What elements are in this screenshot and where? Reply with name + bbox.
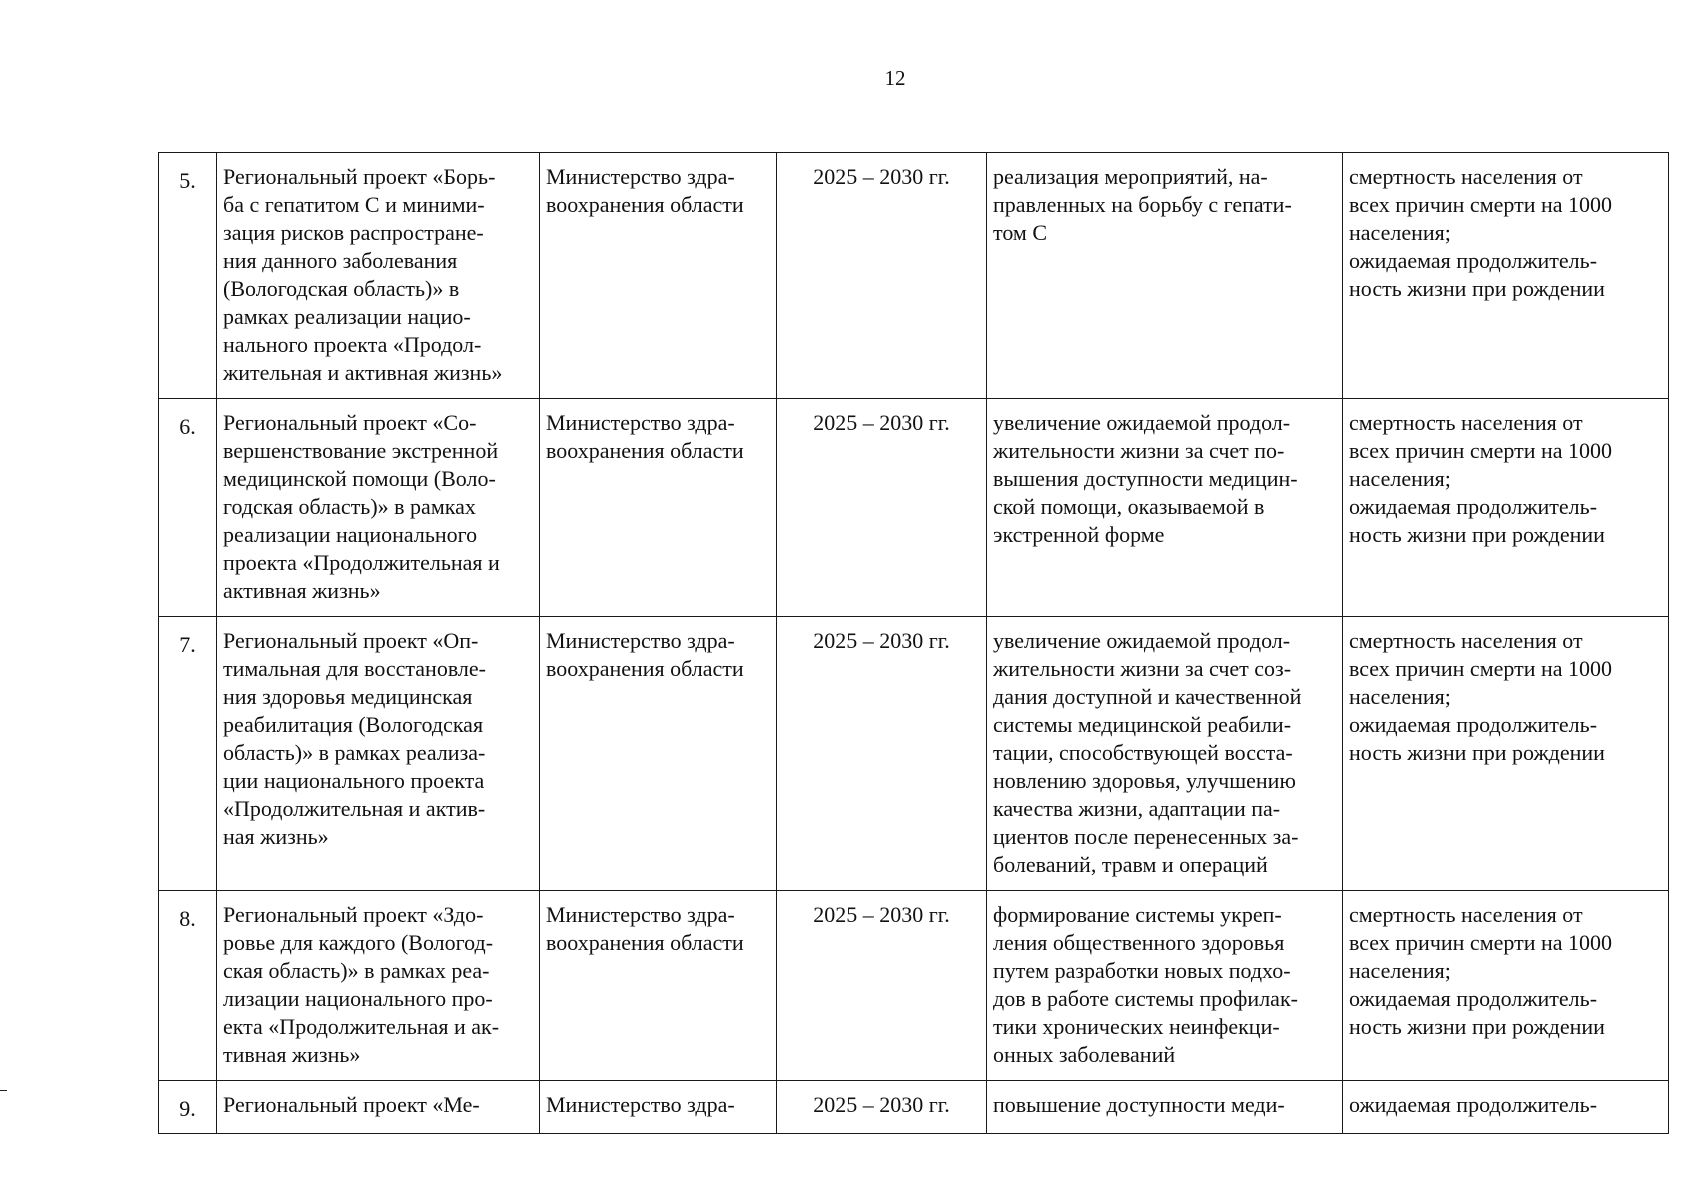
implementation-period: 2025 – 2030 гг. [777, 1081, 987, 1134]
target-indicators: смертность населения от всех причин смерти на 1000 населения; ожидаемая продолжитель- ность жизни при рождении [1343, 617, 1669, 891]
table-row [159, 617, 1669, 891]
row-number: 7. [159, 617, 217, 891]
responsible-ministry: Министерство здра- воохранения области [540, 399, 777, 617]
project-goal: увеличение ожидаемой продол- жительности жизни за счет по- вышения доступности медицин- ской помощи, оказываемой в экстренной форме [987, 399, 1343, 617]
implementation-period: 2025 – 2030 гг. [777, 399, 987, 617]
table-row [159, 891, 1669, 1081]
project-goal: увеличение ожидаемой продол- жительности жизни за счет соз- дания доступной и качественной системы медицинской реабили- тации, способствующей восста- новлению здоровья, улучшению качества жизни, адаптации па- циентов после перенесенных за- болеваний, травм и операций [987, 617, 1343, 891]
project-name: Региональный проект «Ме- [217, 1081, 540, 1134]
implementation-period: 2025 – 2030 гг. [777, 153, 987, 399]
responsible-ministry: Министерство здра- воохранения области [540, 891, 777, 1081]
projects-table [158, 152, 1669, 1134]
target-indicators: ожидаемая продолжитель- [1343, 1081, 1669, 1134]
table-row [159, 399, 1669, 617]
row-number: 5. [159, 153, 217, 399]
page-number: 12 [884, 66, 906, 90]
project-goal: реализация мероприятий, на- правленных на борьбу с гепати- том С [987, 153, 1343, 399]
target-indicators: смертность населения от всех причин смерти на 1000 населения; ожидаемая продолжитель- ность жизни при рождении [1343, 399, 1669, 617]
margin-mark [0, 1090, 7, 1091]
project-name: Региональный проект «Борь- ба с гепатитом С и миними- зация рисков распростране- ния данного заболевания (Вологодская область)» в рамках реализации нацио- нального проекта «Продол- жительная и активная жизнь» [217, 153, 540, 399]
table-row [159, 1081, 1669, 1134]
target-indicators: смертность населения от всех причин смерти на 1000 населения; ожидаемая продолжитель- ность жизни при рождении [1343, 153, 1669, 399]
project-goal: формирование системы укреп- ления общественного здоровья путем разработки новых подхо- дов в работе системы профилак- тики хронических неинфекци- онных заболеваний [987, 891, 1343, 1081]
responsible-ministry: Министерство здра- воохранения области [540, 617, 777, 891]
responsible-ministry: Министерство здра- [540, 1081, 777, 1134]
project-name: Региональный проект «Оп- тимальная для восстановле- ния здоровья медицинская реабилитация (Вологодская область)» в рамках реализа- ции национального проекта «Продолжительная и актив- ная жизнь» [217, 617, 540, 891]
table-row [159, 153, 1669, 399]
project-name: Региональный проект «Здо- ровье для каждого (Вологод- ская область)» в рамках реа- лизации национального про- екта «Продолжительная и ак- тивная жизнь» [217, 891, 540, 1081]
implementation-period: 2025 – 2030 гг. [777, 617, 987, 891]
implementation-period: 2025 – 2030 гг. [777, 891, 987, 1081]
project-name: Региональный проект «Со- вершенствование экстренной медицинской помощи (Воло- годская область)» в рамках реализации национального проекта «Продолжительная и активная жизнь» [217, 399, 540, 617]
project-goal: повышение доступности меди- [987, 1081, 1343, 1134]
row-number: 6. [159, 399, 217, 617]
row-number: 8. [159, 891, 217, 1081]
target-indicators: смертность населения от всех причин смерти на 1000 населения; ожидаемая продолжитель- ность жизни при рождении [1343, 891, 1669, 1081]
row-number: 9. [159, 1081, 217, 1134]
responsible-ministry: Министерство здра- воохранения области [540, 153, 777, 399]
